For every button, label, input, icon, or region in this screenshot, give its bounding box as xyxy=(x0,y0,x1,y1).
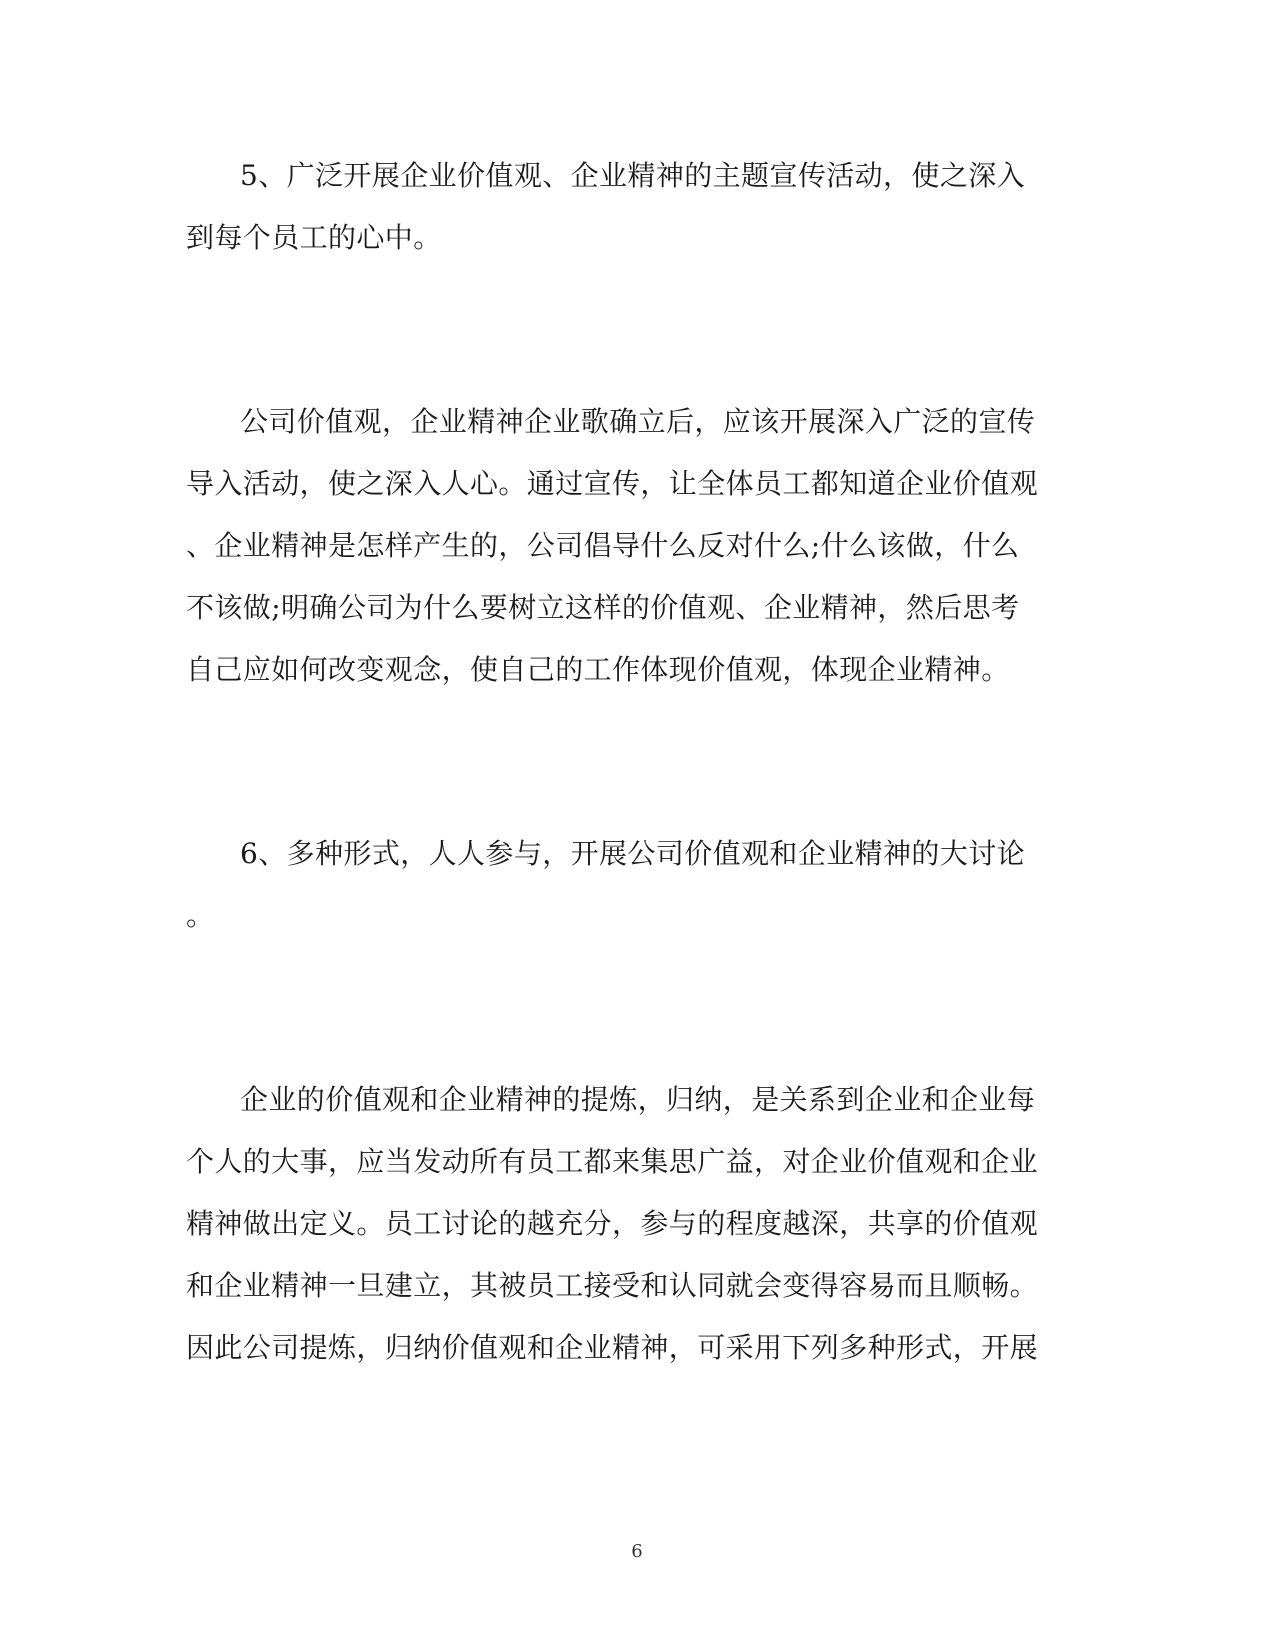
paragraph-1-line-1 xyxy=(0,156,1274,196)
paragraph-text: 公司价值观，企业精神企业歌确立后，应该开展深入广泛的宣传 xyxy=(240,405,1036,438)
paragraph-text: 企业的价值观和企业精神的提炼，归纳，是关系到企业和企业每 xyxy=(240,1083,1036,1116)
paragraph-4-line-1 xyxy=(0,1080,1274,1120)
paragraph-text: 。 xyxy=(186,899,215,932)
paragraph-text: 和企业精神一旦建立，其被员工接受和认同就会变得容易而且顺畅。 xyxy=(186,1269,1039,1302)
paragraph-3-line-1 xyxy=(0,834,1274,874)
paragraph-2-line-2 xyxy=(0,464,1274,504)
paragraph-text: 因此公司提炼，归纳价值观和企业精神，可采用下列多种形式，开展 xyxy=(186,1331,1039,1364)
paragraph-1-line-2 xyxy=(0,218,1274,258)
paragraph-4-line-3 xyxy=(0,1204,1274,1244)
paragraph-text: 不该做;明确公司为什么要树立这样的价值观、企业精神，然后思考 xyxy=(186,591,1020,624)
paragraph-text: 5、广泛开展企业价值观、企业精神的主题宣传活动，使之深入 xyxy=(240,159,1026,192)
paragraph-text: 自己应如何改变观念，使自己的工作体现价值观，体现企业精神。 xyxy=(186,653,1010,686)
page-number: 6 xyxy=(631,1541,643,1562)
paragraph-2-line-1 xyxy=(0,402,1274,442)
paragraph-2-line-5 xyxy=(0,650,1274,690)
paragraph-text: 6、多种形式，人人参与，开展公司价值观和企业精神的大讨论 xyxy=(240,837,1026,870)
paragraph-2-line-4 xyxy=(0,588,1274,628)
paragraph-2-line-3 xyxy=(0,526,1274,566)
paragraph-text: 精神做出定义。员工讨论的越充分，参与的程度越深，共享的价值观 xyxy=(186,1207,1039,1240)
paragraph-text: 到每个员工的心中。 xyxy=(186,221,442,254)
paragraph-text: 个人的大事，应当发动所有员工都来集思广益，对企业价值观和企业 xyxy=(186,1145,1039,1178)
paragraph-text: 、企业精神是怎样产生的，公司倡导什么反对什么;什么该做，什么 xyxy=(186,529,1020,562)
paragraph-3-line-2 xyxy=(0,896,1274,936)
paragraph-4-line-4 xyxy=(0,1266,1274,1306)
paragraph-4-line-5 xyxy=(0,1328,1274,1368)
paragraph-4-line-2 xyxy=(0,1142,1274,1182)
paragraph-text: 导入活动，使之深入人心。通过宣传，让全体员工都知道企业价值观 xyxy=(186,467,1039,500)
